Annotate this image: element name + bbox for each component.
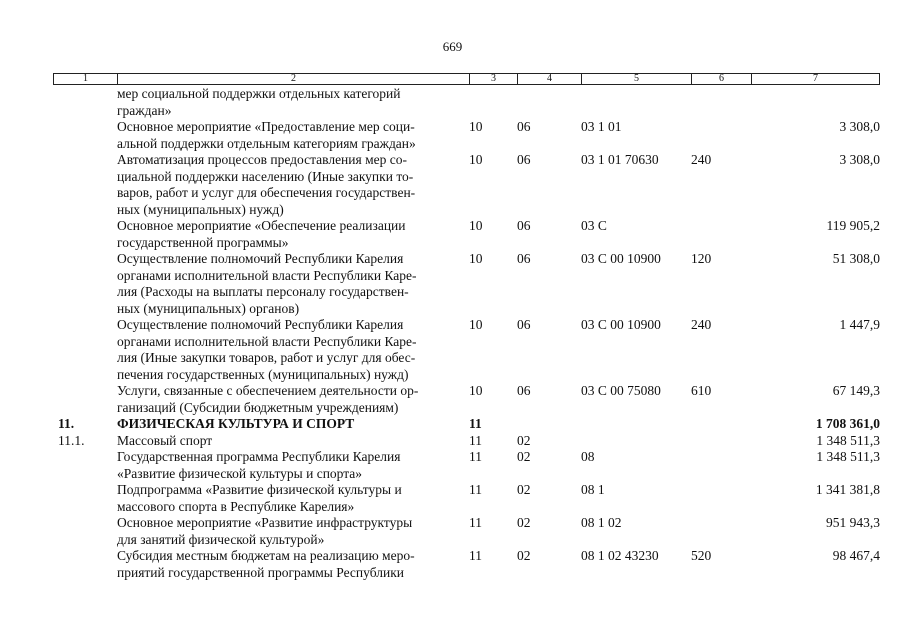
row-target-code: 03 С 00 10900 [581, 317, 661, 332]
row-subsection: 02 [517, 548, 531, 563]
row-target-code: 08 [581, 449, 595, 464]
row-expense-type [691, 86, 751, 119]
table-row [53, 152, 880, 218]
row-amount: 3 308,0 [839, 152, 880, 167]
table-row [53, 515, 880, 548]
row-amount: 51 308,0 [832, 251, 880, 266]
row-name: ФИЗИЧЕСКАЯ КУЛЬТУРА И СПОРТ [117, 416, 355, 431]
row-name: Осуществление полномочий Республики Карелия органами исполнительной власти Республики Каре- лия (Расходы на выплаты персоналу государствен- ных (муниципальных) органов) [117, 251, 417, 316]
header-col-5: 5 [582, 74, 692, 84]
table-row [53, 218, 880, 251]
row-amount: 1 341 381,8 [815, 482, 880, 497]
row-section: 10 [469, 251, 483, 266]
row-number [53, 86, 117, 119]
row-subsection: 06 [517, 218, 531, 233]
table-header [53, 73, 880, 85]
row-target-code: 08 1 02 43230 [581, 548, 659, 563]
table-row [53, 482, 880, 515]
row-subsection: 02 [517, 482, 531, 497]
row-name: Основное мероприятие «Предоставление мер соци- альной поддержки отдельным категориям граждан» [117, 119, 416, 151]
table-row [53, 433, 880, 450]
header-col-1: 1 [54, 74, 118, 84]
row-subsection: 06 [517, 152, 531, 167]
row-expense-type: 120 [691, 251, 712, 266]
row-target-code: 03 1 01 [581, 119, 622, 134]
row-number [53, 317, 117, 383]
row-amount: 951 943,3 [826, 515, 880, 530]
row-name: Подпрограмма «Развитие физической культуры и массового спорта в Республике Карелия» [117, 482, 402, 514]
row-target-code [581, 416, 691, 433]
row-expense-type: 610 [691, 383, 712, 398]
row-expense-type: 240 [691, 152, 712, 167]
row-number [53, 482, 117, 515]
row-name: Основное мероприятие «Развитие инфраструктуры для занятий физической культурой» [117, 515, 413, 547]
row-subsection: 02 [517, 515, 531, 530]
row-section: 10 [469, 317, 483, 332]
row-expense-type [691, 416, 751, 433]
row-expense-type [691, 218, 751, 251]
row-number [53, 218, 117, 251]
row-section: 11 [469, 548, 482, 563]
row-section: 11 [469, 482, 482, 497]
row-number [53, 383, 117, 416]
row-number [53, 548, 117, 581]
row-number [53, 152, 117, 218]
table-row [53, 548, 880, 581]
row-amount: 119 905,2 [826, 218, 880, 233]
table-row [53, 449, 880, 482]
row-section: 10 [469, 152, 483, 167]
table-row [53, 119, 880, 152]
row-subsection: 06 [517, 317, 531, 332]
row-target-code: 03 С 00 10900 [581, 251, 661, 266]
row-section: 11 [469, 432, 482, 448]
row-name: Осуществление полномочий Республики Карелия органами исполнительной власти Республики Каре- лия (Иные закупки товаров, работ и услуг для обес- печения государственных (муниципальных) нужд) [117, 317, 417, 382]
row-subsection [517, 416, 581, 433]
row-amount: 98 467,4 [832, 548, 880, 563]
row-number: 11. [58, 416, 75, 431]
row-amount: 1 708 361,0 [815, 416, 880, 431]
row-expense-type: 520 [691, 548, 712, 563]
table-row [53, 251, 880, 317]
header-col-7: 7 [813, 73, 818, 84]
row-target-code: 08 1 02 [581, 515, 622, 530]
row-subsection: 06 [517, 383, 531, 398]
row-name: Массовый спорт [117, 432, 213, 448]
row-number [53, 119, 117, 152]
row-target-code: 03 1 01 70630 [581, 152, 659, 167]
row-target-code: 03 С 00 75080 [581, 383, 661, 398]
row-amount [751, 86, 880, 119]
row-section [469, 86, 517, 119]
header-col-2: 2 [118, 74, 470, 84]
row-target-code: 03 С [581, 218, 607, 233]
row-section: 11 [469, 449, 482, 464]
row-number [53, 251, 117, 317]
row-target-code: 08 1 [581, 482, 605, 497]
row-number: 11.1. [58, 432, 85, 448]
row-subsection [517, 86, 581, 119]
page-number: 669 [442, 39, 463, 54]
row-amount: 1 348 511,3 [816, 449, 880, 464]
row-expense-type [691, 515, 751, 548]
row-expense-type [691, 449, 751, 482]
row-target-code [581, 433, 691, 450]
row-subsection: 06 [517, 251, 531, 266]
row-subsection: 02 [517, 449, 531, 464]
row-amount: 3 308,0 [839, 119, 880, 134]
row-amount: 67 149,3 [832, 383, 880, 398]
row-name: Основное мероприятие «Обеспечение реализации государственной программы» [117, 218, 406, 250]
row-expense-type: 240 [691, 317, 712, 332]
table-row [53, 86, 880, 119]
row-expense-type [691, 482, 751, 515]
header-col-3: 3 [470, 74, 518, 84]
row-name: Услуги, связанные с обеспечением деятельности ор- ганизаций (Субсидии бюджетным учреждениям) [117, 383, 419, 415]
row-section: 10 [469, 119, 483, 134]
row-target-code [581, 86, 691, 119]
row-name: Субсидия местным бюджетам на реализацию меро- приятий государственной программы Республики [117, 548, 415, 580]
row-expense-type [691, 119, 751, 152]
table-row [53, 317, 880, 383]
row-section: 11 [469, 515, 482, 530]
row-expense-type [691, 433, 751, 450]
row-amount: 1 348 511,3 [816, 432, 880, 448]
row-subsection: 02 [517, 432, 531, 448]
row-subsection: 06 [517, 119, 531, 134]
row-name: мер социальной поддержки отдельных категорий граждан» [117, 86, 401, 118]
row-amount: 1 447,9 [839, 317, 880, 332]
row-number [53, 449, 117, 482]
header-col-6: 6 [692, 74, 752, 84]
row-section: 10 [469, 383, 483, 398]
table-row [53, 416, 880, 433]
table-body [53, 86, 880, 581]
row-section: 10 [469, 218, 483, 233]
row-name: Государственная программа Республики Карелия «Развитие физической культуры и спорта» [117, 449, 401, 481]
row-name: Автоматизация процессов предоставления мер со- циальной поддержки населению (Иные закупки то- варов, работ и услуг для обеспечения государствен- ных (муниципальных) нужд) [117, 152, 416, 217]
header-col-4: 4 [518, 74, 582, 84]
table-row [53, 383, 880, 416]
row-number [53, 515, 117, 548]
row-section: 11 [469, 416, 482, 431]
